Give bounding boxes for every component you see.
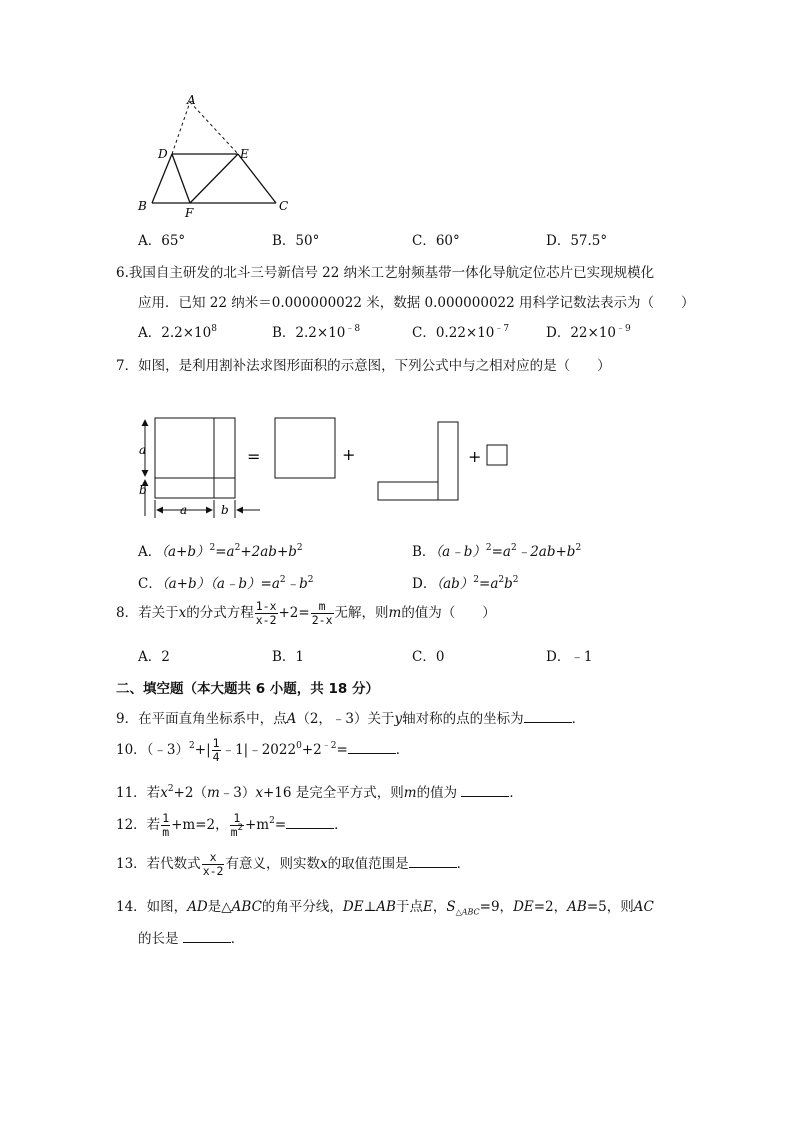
option-letter: D． [412,576,437,592]
option-sup: 2 [234,543,241,553]
q13-answer-blank[interactable] [409,855,457,868]
q8-option-c[interactable] [412,645,444,665]
option-text: 2 [161,649,170,665]
option-part: b [504,576,513,592]
q7-option-c[interactable] [138,572,314,592]
option-sup: 2 [279,575,286,585]
option-text: 1 [295,649,305,665]
option-letter: B． [272,649,296,665]
q6-stem-line2: 应用．已知 22 纳米＝0.000000022 米，数据 0.000000022 用科学记数法表示为（ ） [138,295,695,311]
q5-option-d[interactable] [546,229,607,249]
q11-answer-blank[interactable] [461,784,509,797]
option-letter: B． [412,544,436,560]
option-part: （a﹣b） [435,544,486,560]
label-a: A [187,93,196,107]
fraction-2: $\frac{m}{2-x}$ [311,599,333,628]
label-b: B [138,199,147,213]
label-e: E [240,147,249,161]
option-sup: 2 [307,575,314,585]
q8-option-a[interactable] [138,645,170,665]
option-base: 22×10 [570,325,616,341]
option-letter: A． [138,325,162,341]
q6-option-d[interactable] [546,321,631,341]
equals-sign: = [247,447,261,466]
option-sup: 2 [473,575,480,585]
fraction-1-over-m-squared: $\frac{1}{m^2}$ [230,811,243,840]
option-sup: 2 [296,543,303,553]
option-part: ﹣2ab+b [516,544,576,560]
q8-option-b[interactable] [272,645,304,665]
square-a [275,418,335,478]
option-base: 2.2×10 [161,325,212,341]
option-base: 0.22×10 [435,325,495,341]
dim-label-b-horizontal: b [221,503,229,517]
q6-stem-line1: 6.我国自主研发的北斗三号新信号 22 纳米工艺射频基带一体化导航定位芯片已实现规模化 [116,265,655,281]
segment-ec [238,154,276,203]
q7-option-b[interactable] [412,540,581,560]
q14-stem-line1: 14．如图，AD是△ABC的角平分线，DE⊥AB于点E，$S_{\triangle ABC}=9$，DE=2，AB=5，则AC [116,899,654,917]
option-text: 57.5° [570,233,608,249]
q14-answer-blank[interactable] [183,930,231,943]
q7-stem: 7．如图，是利用割补法求图形面积的示意图，下列公式中与之相对应的是（ ） [116,358,611,374]
option-letter: A． [138,544,162,560]
option-text: 65° [161,233,186,249]
segment-fe [190,154,238,203]
q5-triangle-figure [130,90,300,220]
option-part: =a [491,544,511,560]
label-c: C [279,199,289,213]
section-2-title: 二、填空题（本大题共 6 小题，共 18 分） [116,681,379,697]
option-sup: 2 [209,543,216,553]
dim-label-b-vertical: b [139,483,147,497]
square-b [487,445,507,465]
label-f: F [185,206,194,220]
fraction-1: $\frac{1-x}{x-2}$ [255,599,277,628]
q5-option-a[interactable] [138,229,185,249]
q6-option-c[interactable] [412,321,509,341]
dashed-side-da [172,102,190,154]
label-d: D [158,147,168,161]
l-shape [378,422,458,500]
option-sup: 2 [498,575,505,585]
option-exponent: ﹣9 [616,324,631,334]
option-letter: A． [138,233,162,249]
fraction-x-over-x-minus-2: $\frac{x}{x-2}$ [202,850,224,879]
plus-sign-2: + [468,447,482,466]
option-letter: C． [412,233,436,249]
option-part: （a+b） [161,544,210,560]
option-sup: 2 [485,543,492,553]
q11-stem: 11．若$x^2+2(m﹣3)x+16$ 是完全平方式，则m的值为 ． [116,784,523,801]
q8-stem: 8．若关于x的分式方程 $\frac{1-x}{x-2}$ +2= $\frac{m}{2-x}$ 无解，则m的值为（ ） [116,599,496,628]
q5-option-c[interactable] [412,229,460,249]
q6-option-b[interactable] [272,321,360,341]
option-text: 0 [435,649,445,665]
option-sup: 2 [510,543,517,553]
q7-area-figure [130,410,520,525]
segment-df [172,154,190,203]
option-letter: A． [138,649,162,665]
q10-stem: 10．（﹣3）$^2$+| $\frac{1}{4}$ $﹣1|﹣2022^0+2^{﹣2}=$ ． [116,736,410,765]
fraction-one-quarter: $\frac{1}{4}$ [212,736,220,765]
segment-bd [152,154,172,203]
option-exponent: 8 [211,324,217,334]
option-sup: 2 [512,575,519,585]
option-letter: D． [546,325,571,341]
fraction-1-over-m: $\frac{1}{m}$ [162,811,170,840]
option-letter: B． [272,325,296,341]
option-exponent: ﹣8 [345,324,361,334]
option-letter: D． [546,649,571,665]
option-part: （ab） [436,576,474,592]
dashed-side-ae [190,102,238,154]
option-text: ﹣1 [570,649,593,665]
q13-stem: 13．若代数式 $\frac{x}{x-2}$ 有意义，则实数x的取值范围是 ． [116,850,471,879]
q9-stem: 9．在平面直角坐标系中，点A（2，﹣3）关于y轴对称的点的坐标为 ． [116,711,586,727]
option-sup: 2 [575,543,582,553]
q14-stem-line2: 的长是 ． [138,931,245,947]
option-letter: C． [412,325,436,341]
q10-answer-blank[interactable] [348,741,396,754]
option-part: ﹣b [285,576,308,592]
q5-option-b[interactable] [272,229,319,249]
q7-option-a[interactable] [138,540,303,560]
big-square [155,418,235,498]
option-letter: C． [138,576,162,592]
dim-label-a-horizontal: a [180,503,188,517]
option-letter: D． [546,233,571,249]
option-text: 60° [435,233,460,249]
q9-answer-blank[interactable] [524,710,572,723]
q7-option-d[interactable] [412,572,519,592]
option-part: +2ab+b [240,544,297,560]
option-part: （a+b）（a﹣b）=a [161,576,280,592]
option-letter: C． [412,649,436,665]
option-exponent: ﹣7 [494,324,510,334]
option-text: 50° [295,233,320,249]
q12-stem: 12．若 $\frac{1}{m}$ +m=2， $\frac{1}{m^2}$ $+m^2=$ ． [116,811,348,840]
dim-label-a-vertical: a [139,443,147,457]
q6-option-a[interactable] [138,321,217,341]
option-letter: B． [272,233,296,249]
q8-option-d[interactable] [546,645,592,665]
option-part: =a [479,576,499,592]
option-part: =a [215,544,235,560]
plus-sign-1: + [342,445,356,464]
option-base: 2.2×10 [295,325,346,341]
q12-answer-blank[interactable] [286,816,334,829]
